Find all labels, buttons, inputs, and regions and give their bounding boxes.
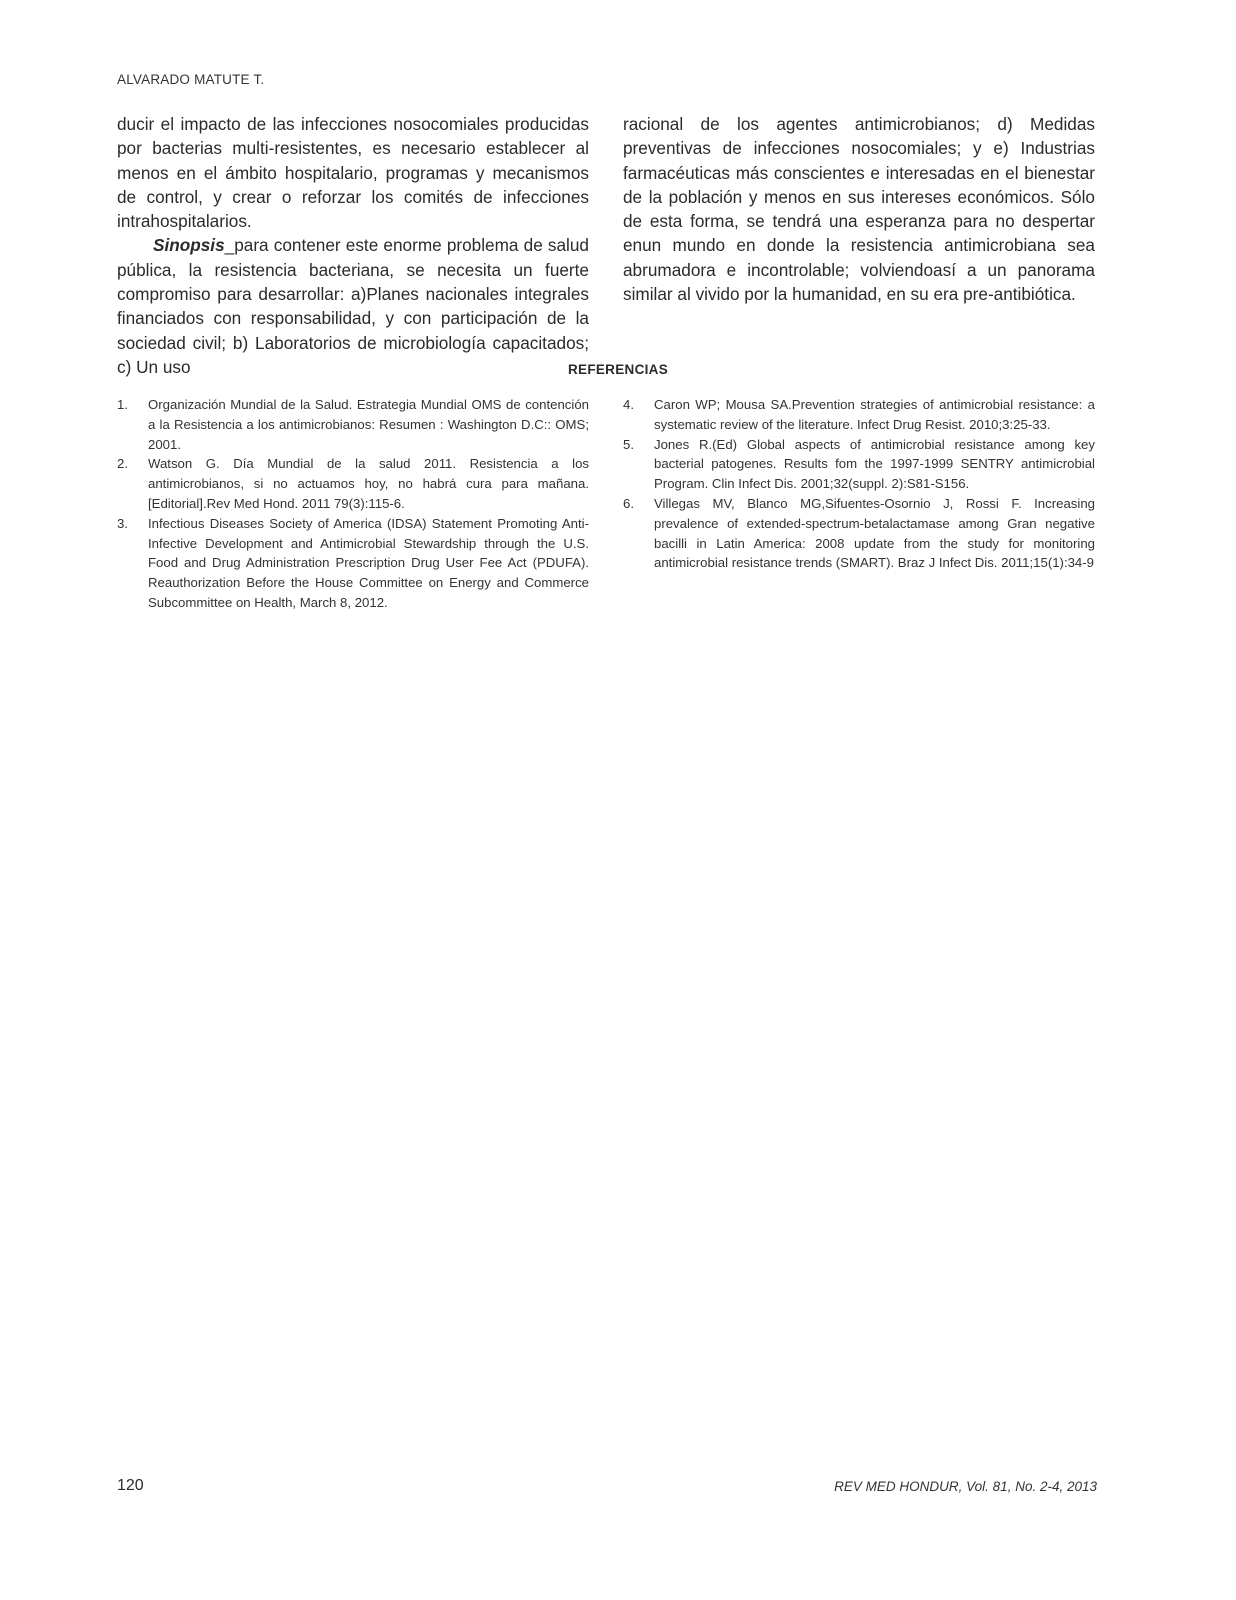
sinopsis-label: Sinopsis <box>153 235 225 256</box>
journal-citation-footer: REV MED HONDUR, Vol. 81, No. 2-4, 2013 <box>834 1479 1097 1494</box>
body-paragraph: ducir el impacto de las infecciones nosocomiales producidas por bacterias multi-resistentes, es necesario establecer al menos en el ámbito hospitalario, programas y mecanismos de control, y crear o reforzar los comités de infecciones intrahospitalarios. <box>117 114 589 232</box>
reference-item <box>117 395 589 454</box>
reference-number: 1. <box>117 397 128 412</box>
reference-text: Infectious Diseases Society of America (IDSA) Statement Promoting Anti-Infective Development and Antimicrobial Stewardship through the U.S. Food and Drug Administration Prescription Drug User Fee Act (PDUFA). Reauthorization Before the House Committee on Energy and Commerce Subcommittee on Health, March 8, 2012. <box>148 515 589 610</box>
running-head: ALVARADO MATUTE T. <box>117 72 265 87</box>
reference-number: 2. <box>117 456 128 472</box>
reference-item <box>623 435 1095 494</box>
body-column-right <box>623 112 1095 306</box>
reference-text: Organización Mundial de la Salud. Estrategia Mundial OMS de contención a la Resistencia a los antimicrobianos: Resumen : Washington D.C:: OMS; 2001. <box>148 397 589 452</box>
reference-text: Villegas MV, Blanco MG,Sifuentes-Osornio J, Rossi F. Increasing prevalence of extended-spectrum-betalactamase among Gran negative bacilli in Latin America: 2008 update from the study for monitoring antimicrobial resistance trends (SMART). Braz J Infect Dis. 2011;15(1):34-9 <box>654 495 1095 571</box>
sinopsis-text: _para contener este enorme problema de salud pública, la resistencia bacteriana, se necesita un fuerte compromiso para desarrollar: a)Planes nacionales integrales financiados con responsabilidad, y con participación de la sociedad civil; b) Laboratorios de microbiología capacitados; c) Un uso <box>117 235 589 377</box>
reference-number: 5. <box>623 436 634 452</box>
reference-item <box>623 494 1095 573</box>
references-heading: REFERENCIAS <box>567 362 669 377</box>
reference-number: 3. <box>117 515 128 531</box>
references-list-right <box>623 395 1095 573</box>
references-list-left <box>117 395 589 613</box>
reference-number: 4. <box>623 397 634 412</box>
reference-item <box>117 514 589 613</box>
reference-number: 6. <box>623 495 634 511</box>
reference-text: Watson G. Día Mundial de la salud 2011. Resistencia a los antimicrobianos, si no actuamos hoy, no habrá cura para mañana. [Editorial].Rev Med Hond. 2011 79(3):115-6. <box>148 456 589 511</box>
body-paragraph: racional de los agentes antimicrobianos; d) Medidas preventivas de infecciones nosocomiales; y e) Industrias farmacéuticas más conscientes e interesadas en el bienestar de la población y menos en sus intereses económicos. Sólo de esta forma, se tendrá una esperanza para no despertar enun mundo en donde la resistencia antimicrobiana sea abrumadora e incontrolable; volviendoasí a un panorama similar al vivido por la humanidad, en su era pre-antibiótica. <box>623 114 1095 305</box>
reference-text: Jones R.(Ed) Global aspects of antimicrobial resistance among key bacterial patogenes. Results fom the 1997-1999 SENTRY antimicrobial Program. Clin Infect Dis. 2001;32(suppl. 2):S81-S156. <box>654 436 1095 492</box>
reference-item <box>623 395 1095 435</box>
page-number: 120 <box>117 1477 144 1494</box>
body-column-left <box>117 112 589 379</box>
body-paragraph-sinopsis <box>117 233 589 379</box>
reference-text: Caron WP; Mousa SA.Prevention strategies of antimicrobial resistance: a systematic review of the literature. Infect Drug Resist. 2010;3:25-33. <box>654 397 1095 432</box>
reference-item <box>117 454 589 513</box>
